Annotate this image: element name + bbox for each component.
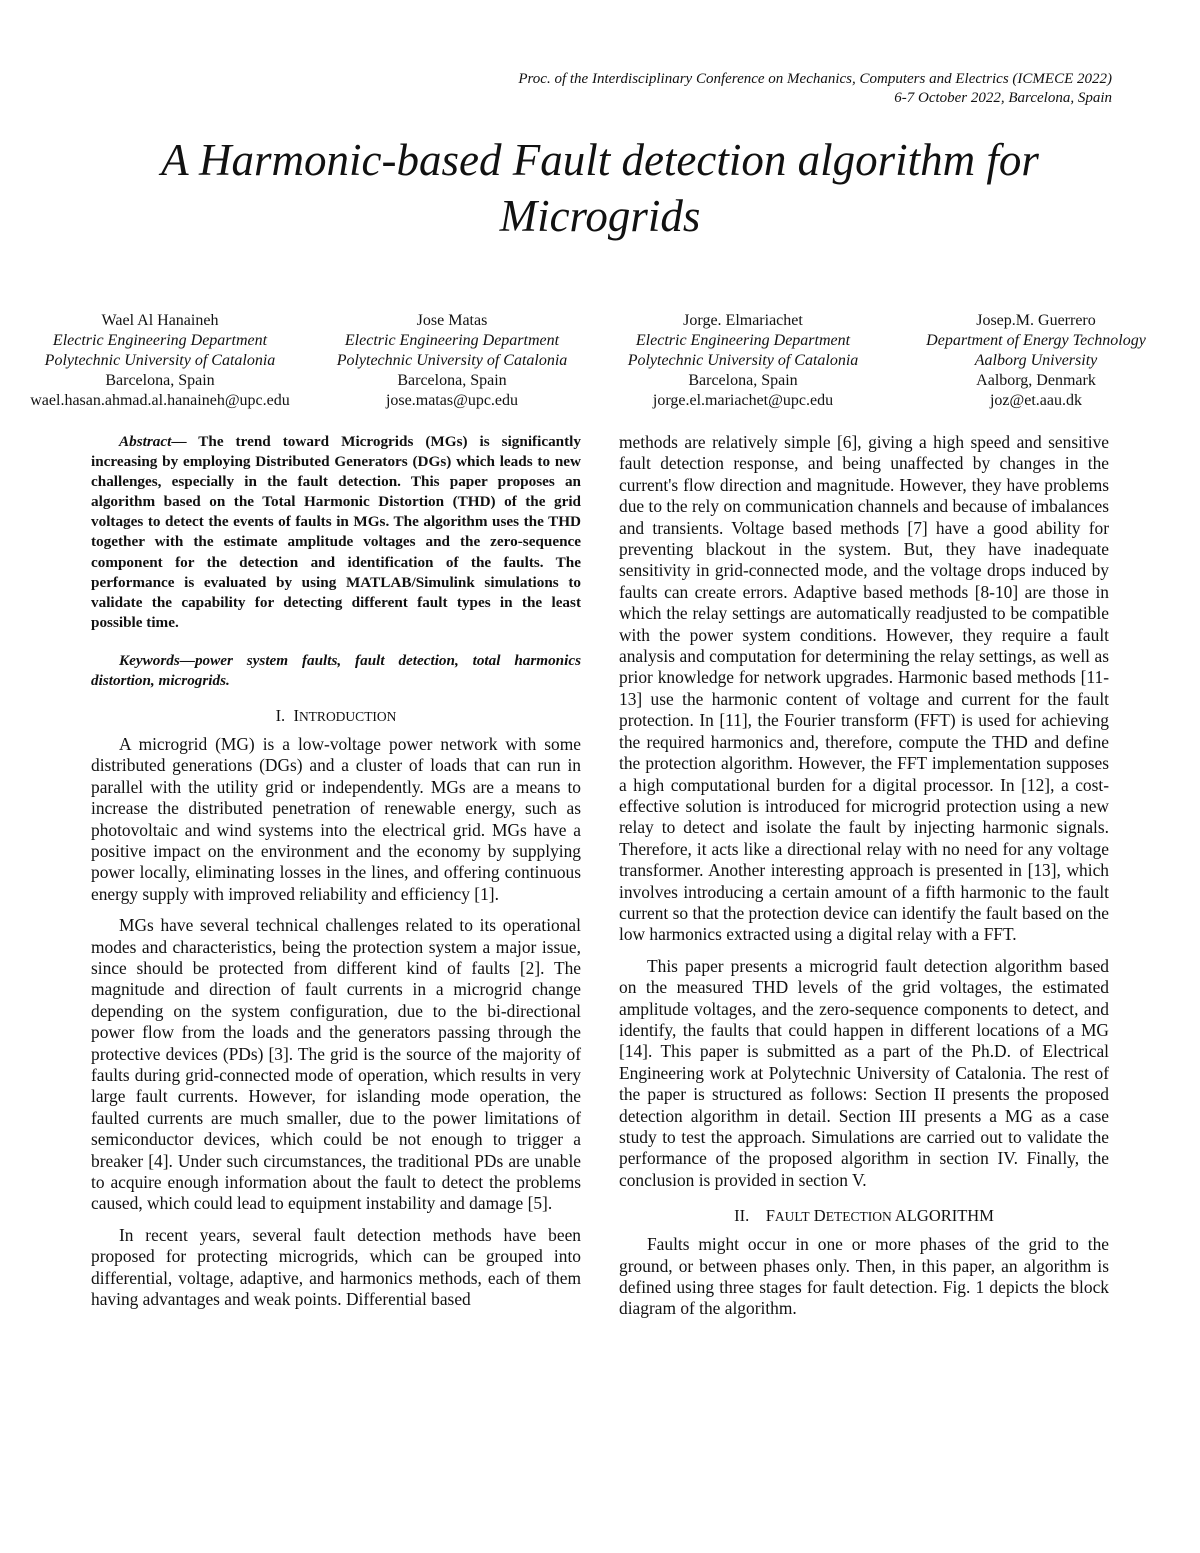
section-heading-introduction (91, 705, 581, 728)
section-title-d: D (813, 1206, 826, 1226)
author-department: Electric Engineering Department (344, 332, 560, 349)
author-email: joz@et.aau.dk (989, 392, 1083, 409)
conference-header (518, 70, 1112, 108)
author-location: Barcelona, Spain (397, 372, 507, 389)
intro-paragraph-3-continued: methods are relatively simple [6], giving a high speed and sensitive fault detection response, and being unaffected by changes in the current's flow direction and magnitude. However, they have problems due to the rely on communication channels and because of imbalances and transients. Voltage based methods [7] have a good ability for preventing blackout in the system. But, they have inadequate sensitivity in grid-connected mode, and the voltage drops induced by faults can create errors. Adaptive based methods [8-10] are those in which the relay settings are automatically readjusted to be compatible with the power system conditions. However, they require a fault analysis and computation for determining the relay settings, as well as prior knowledge for network upgrades. Harmonic based methods [11-13] use the harmonic content of voltage and current for the fault protection. In [11], the Fourier transform (FFT) is used for achieving the required harmonics and, therefore, compute the THD and define the protection algorithm. However, the FFT implementation supposes a high computational burden for a digital processor. In [12], a cost-effective solution is introduced for microgrid protection using a new relay to detect and isolate the fault by injecting harmonic signals. Therefore, it acts like a directional relay with no need for any voltage transformer. Another interesting approach is presented in [13], which involves introducing a certain amount of a fifth harmonic to the fault current so that the protection device can identify the fault based on the low harmonics extracted using a digital relay with a FFT. (619, 432, 1109, 945)
fault-detection-paragraph-1: Faults might occur in one or more phases of the grid to the ground, or between phases only. Then, in this paper, an algorithm is defined using three stages for fault detection. Fig. 1 depicts the block diagram of the algorithm. (619, 1234, 1109, 1319)
author-university: Aalborg University (974, 352, 1098, 369)
intro-paragraph-1: A microgrid (MG) is a low-voltage power network with some distributed generations (DGs) and a cluster of loads that can run in parallel with the utility grid or independently. MGs are a means to increase the distributed penetration of renewable energy, such as photovoltaic and wind systems into the electrical grid. MGs have a positive impact on the environment and the economy by supplying power locally, eliminating losses in the lines, and offering continuous energy supply with improved reliability and efficiency [1]. (91, 733, 581, 904)
section-title-f: F (765, 1206, 775, 1226)
author-name: Jorge. Elmariachet (683, 312, 803, 329)
author-name: Jose Matas (416, 312, 488, 329)
section-title-initial: I (293, 705, 299, 725)
author-name: Wael Al Hanaineh (101, 312, 219, 329)
intro-paragraph-2: MGs have several technical challenges related to its operational modes and characteristics, being the protection system a major issue, since should be protected from different kind of faults [2]. The magnitude and direction of fault currents in a microgrid change depending on the system configuration, due to the bi-directional power flow from the loads and the generators passing through the protective devices (PDs) [3]. The grid is the source of the majority of faults during grid-connected mode of operation, which results in very large fault currents. However, for islanding mode operation, the faulted currents are much smaller, due to the power limitations of semiconductor devices, which could be not enough to trigger a breaker [4]. Under such circumstances, the traditional PDs are unable to acquire enough information about the fault to detect the problems caused, which could lead to equipment instability and damage [5]. (91, 915, 581, 1214)
author-block (0, 311, 1200, 421)
conference-line-1: Proc. of the Interdisciplinary Conference on Mechanics, Computers and Electrics (ICMECE 2022) (518, 71, 1112, 87)
section-numeral: I. (275, 705, 286, 725)
author-university: Polytechnic University of Catalonia (44, 352, 276, 369)
conference-line-2: 6-7 October 2022, Barcelona, Spain (894, 90, 1112, 106)
section-title-tail: ALGORITHM (894, 1206, 994, 1226)
author-1 (30, 311, 290, 411)
author-email: wael.hasan.ahmad.al.hanaineh@upc.edu (30, 392, 290, 409)
paper-title: A Harmonic-based Fault detection algorithm for Microgrids (161, 135, 1039, 241)
section-title-etection: ETECTION (825, 1209, 892, 1225)
author-university: Polytechnic University of Catalonia (627, 352, 859, 369)
author-name: Josep.M. Guerrero (976, 312, 1096, 329)
section-title-rest: NTRODUCTION (298, 708, 397, 724)
author-department: Electric Engineering Department (52, 332, 268, 349)
author-3 (628, 311, 859, 411)
author-email: jose.matas@upc.edu (385, 392, 519, 409)
author-department: Department of Energy Technology (926, 332, 1146, 349)
section-title-ault: AULT (774, 1209, 810, 1225)
author-location: Barcelona, Spain (105, 372, 215, 389)
intro-paragraph-3: In recent years, several fault detection methods have been proposed for protecting microgrids, which can be grouped into differential, voltage, adaptive, and harmonics methods, each of them having advantages and weak points. Differential based (91, 1224, 581, 1310)
intro-paragraph-4: This paper presents a microgrid fault detection algorithm based on the measured THD levels of the grid voltages, the estimated amplitude voltages, and the zero-sequence components to detect, and identify, the faults that could happen in different locations of a MG [14]. This paper is submitted as a part of the Ph.D. of Electrical Engineering work at Polytechnic University of Catalonia. The rest of the paper is structured as follows: Section II presents the proposed detection algorithm in detail. Section III presents a MG as a case study to test the approach. Simulations are carried out to validate the performance of the proposed algorithm in section IV. Finally, the conclusion is provided in section V. (619, 955, 1109, 1190)
abstract-text: — The trend toward Microgrids (MGs) is significantly increasing by employing Distributed Generators (DGs) which leads to new challenges, especially in the fault detection. This paper proposes an algorithm based on the Total Harmonic Distortion (THD) of the grid voltages to detect the events of faults in MGs. The algorithm uses the THD together with the estimate amplitude voltages and the zero-sequence component for the detection and identification of the faults. The performance is evaluated by using MATLAB/Simulink simulations to validate the capability for detecting different fault types in the least possible time. (91, 433, 581, 631)
author-4 (926, 311, 1146, 411)
author-2 (337, 311, 568, 411)
author-location: Aalborg, Denmark (976, 372, 1096, 389)
author-university: Polytechnic University of Catalonia (336, 352, 568, 369)
keywords: Keywords—power system faults, fault detection, total harmonics distortion, microgrids. (91, 651, 581, 689)
abstract-lead: Abstract (119, 433, 172, 450)
section-heading-fault-detection (619, 1205, 1109, 1228)
author-email: jorge.el.mariachet@upc.edu (652, 392, 834, 409)
right-column (619, 432, 1109, 1330)
author-location: Barcelona, Spain (688, 372, 798, 389)
section-numeral: II. (734, 1206, 750, 1226)
left-column (91, 432, 581, 1321)
abstract (91, 432, 581, 633)
author-department: Electric Engineering Department (635, 332, 851, 349)
